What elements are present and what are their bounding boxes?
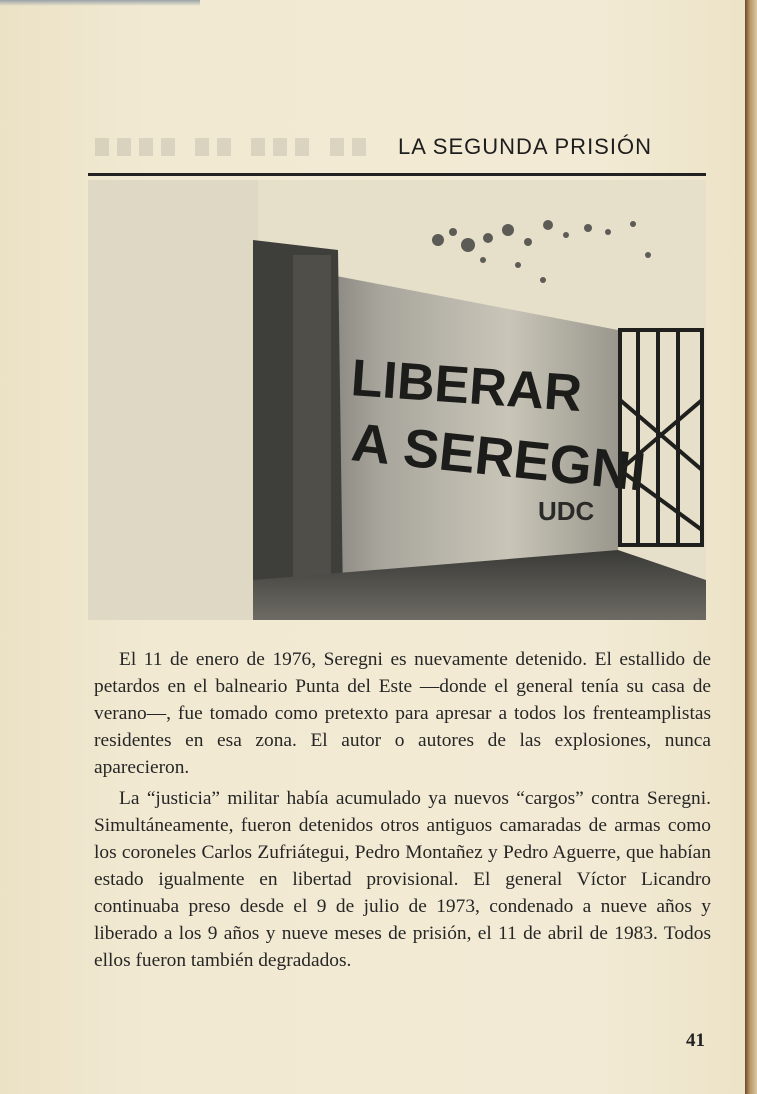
paragraph-1: El 11 de enero de 1976, Seregni es nuevamente detenido. El estallido de petardos en el balneario Punta del Este —donde el general tenía su casa de verano—, fue tomado como pretexto para apresar a todos los frenteamplistas residentes en esa zona. El autor o autores de las explosiones, nunca aparecieron. — [94, 649, 711, 778]
body-text — [94, 646, 711, 974]
graffiti-photo — [88, 180, 706, 620]
graffiti-tag: UDC — [538, 496, 595, 526]
graffiti-text-line1: LIBERAR — [349, 349, 584, 424]
book-spine-edge — [745, 0, 757, 1094]
paragraph-2: La “justicia” militar había acumulado ya nuevos “cargos” contra Seregni. Simultáneamente, fueron detenidos otros antiguos camaradas de armas como los coroneles Carlos Zufriátegui, Pedro Montañez y Pedro Aguerre, que habían estado igualmente en libertad provisional. El general Víctor Licandro continuaba preso desde el 9 de julio de 1973, condenado a nueve años y liberado a los 9 años y nueve meses de prisión, el 11 de abril de 1983. Todos ellos fueron también degradados. — [94, 788, 711, 971]
page-number: 41 — [686, 1030, 705, 1051]
show-through-ghost — [85, 132, 385, 162]
running-header: LA SEGUNDA PRISIÓN — [398, 134, 652, 159]
graffiti-text-line2: A SEREGNI — [348, 412, 649, 503]
page-top-shadow — [0, 0, 200, 6]
header-rule — [88, 173, 706, 176]
